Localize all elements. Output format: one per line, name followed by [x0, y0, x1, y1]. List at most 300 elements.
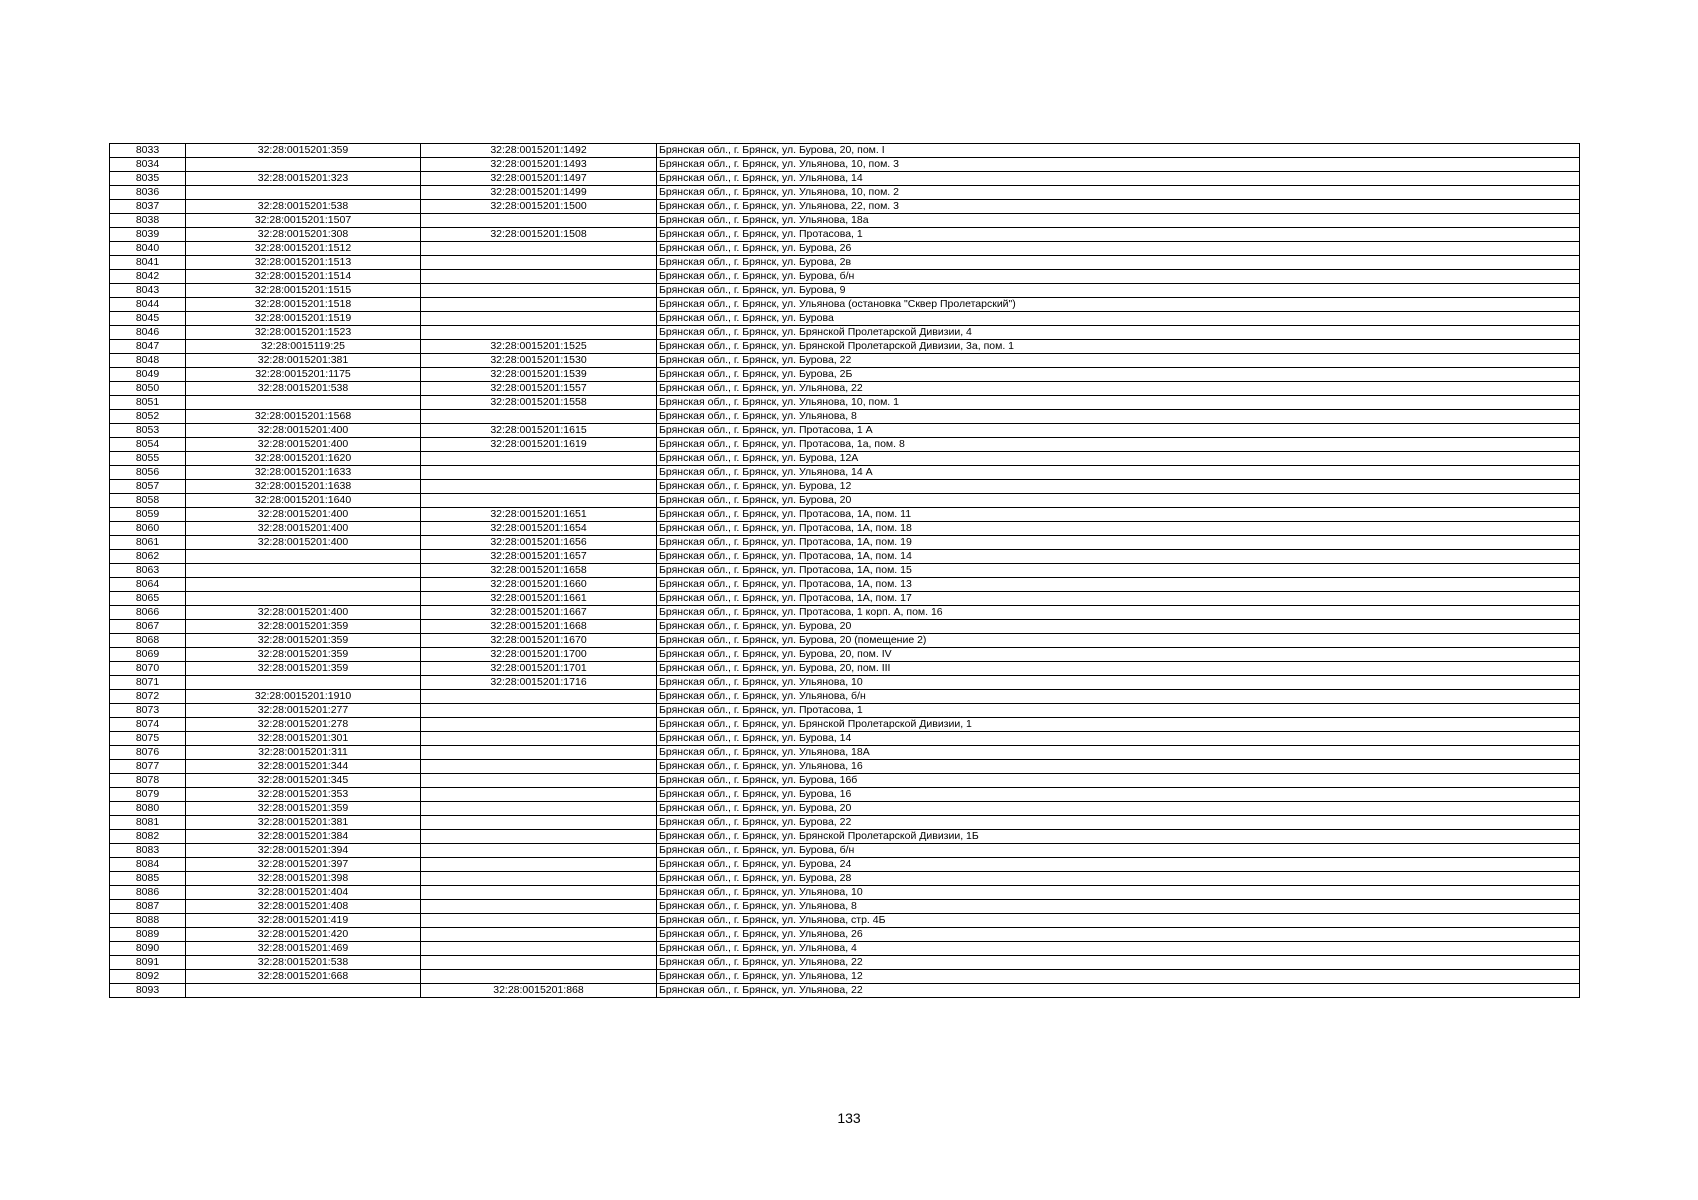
- parcel-number-cell: 32:28:0015201:1640: [186, 494, 421, 508]
- object-number-cell: [421, 298, 657, 312]
- parcel-number-cell: 32:28:0015201:400: [186, 424, 421, 438]
- table-row: [110, 662, 1580, 676]
- object-number-cell: [421, 732, 657, 746]
- table-row: [110, 872, 1580, 886]
- row-number-cell: 8033: [110, 144, 186, 158]
- object-number-cell: [421, 704, 657, 718]
- row-number-cell: 8064: [110, 578, 186, 592]
- object-number-cell: 32:28:0015201:1668: [421, 620, 657, 634]
- table-row: [110, 396, 1580, 410]
- table-row: [110, 984, 1580, 998]
- row-number-cell: 8034: [110, 158, 186, 172]
- parcel-number-cell: 32:28:0015201:345: [186, 774, 421, 788]
- object-number-cell: 32:28:0015201:1508: [421, 228, 657, 242]
- parcel-number-cell: 32:28:0015201:400: [186, 522, 421, 536]
- object-number-cell: [421, 886, 657, 900]
- address-cell: Брянская обл., г. Брянск, ул. Бурова, 9: [657, 284, 1580, 298]
- parcel-number-cell: [186, 564, 421, 578]
- row-number-cell: 8086: [110, 886, 186, 900]
- row-number-cell: 8085: [110, 872, 186, 886]
- table-row: [110, 536, 1580, 550]
- parcel-number-cell: [186, 550, 421, 564]
- row-number-cell: 8047: [110, 340, 186, 354]
- address-cell: Брянская обл., г. Брянск, ул. Бурова, 20, пом. I: [657, 144, 1580, 158]
- row-number-cell: 8038: [110, 214, 186, 228]
- parcel-number-cell: 32:28:0015201:277: [186, 704, 421, 718]
- address-cell: Брянская обл., г. Брянск, ул. Ульянова, 10, пом. 3: [657, 158, 1580, 172]
- address-cell: Брянская обл., г. Брянск, ул. Бурова, 24: [657, 858, 1580, 872]
- table-row: [110, 648, 1580, 662]
- table-row: [110, 732, 1580, 746]
- address-cell: Брянская обл., г. Брянск, ул. Ульянова, 22, пом. 3: [657, 200, 1580, 214]
- table-row: [110, 340, 1580, 354]
- table-row: [110, 676, 1580, 690]
- row-number-cell: 8062: [110, 550, 186, 564]
- table-row: [110, 466, 1580, 480]
- parcel-number-cell: 32:28:0015201:1633: [186, 466, 421, 480]
- parcel-number-cell: 32:28:0015201:301: [186, 732, 421, 746]
- object-number-cell: [421, 270, 657, 284]
- object-number-cell: 32:28:0015201:1492: [421, 144, 657, 158]
- object-number-cell: [421, 844, 657, 858]
- object-number-cell: [421, 914, 657, 928]
- address-cell: Брянская обл., г. Брянск, ул. Протасова, 1А, пом. 18: [657, 522, 1580, 536]
- address-cell: Брянская обл., г. Брянск, ул. Бурова, б/н: [657, 844, 1580, 858]
- row-number-cell: 8053: [110, 424, 186, 438]
- address-cell: Брянская обл., г. Брянск, ул. Брянской Пролетарской Дивизии, 1: [657, 718, 1580, 732]
- address-cell: Брянская обл., г. Брянск, ул. Протасова, 1: [657, 704, 1580, 718]
- object-number-cell: [421, 788, 657, 802]
- table-row: [110, 718, 1580, 732]
- table-row: [110, 312, 1580, 326]
- parcel-number-cell: 32:28:0015119:25: [186, 340, 421, 354]
- object-number-cell: [421, 802, 657, 816]
- object-number-cell: [421, 494, 657, 508]
- table-row: [110, 186, 1580, 200]
- address-cell: Брянская обл., г. Брянск, ул. Бурова, 20 (помещение 2): [657, 634, 1580, 648]
- table-row: [110, 690, 1580, 704]
- row-number-cell: 8066: [110, 606, 186, 620]
- table-row: [110, 886, 1580, 900]
- parcel-number-cell: [186, 158, 421, 172]
- table-row: [110, 900, 1580, 914]
- parcel-number-cell: 32:28:0015201:381: [186, 816, 421, 830]
- table-row: [110, 942, 1580, 956]
- address-cell: Брянская обл., г. Брянск, ул. Ульянова, 16: [657, 760, 1580, 774]
- table-row: [110, 144, 1580, 158]
- table-row: [110, 158, 1580, 172]
- object-number-cell: [421, 284, 657, 298]
- object-number-cell: 32:28:0015201:1493: [421, 158, 657, 172]
- object-number-cell: [421, 872, 657, 886]
- row-number-cell: 8091: [110, 956, 186, 970]
- parcel-number-cell: 32:28:0015201:278: [186, 718, 421, 732]
- parcel-number-cell: 32:28:0015201:668: [186, 970, 421, 984]
- row-number-cell: 8068: [110, 634, 186, 648]
- row-number-cell: 8079: [110, 788, 186, 802]
- address-cell: Брянская обл., г. Брянск, ул. Ульянова (остановка "Сквер Пролетарский"): [657, 298, 1580, 312]
- row-number-cell: 8054: [110, 438, 186, 452]
- table-row: [110, 620, 1580, 634]
- row-number-cell: 8035: [110, 172, 186, 186]
- object-number-cell: [421, 480, 657, 494]
- object-number-cell: [421, 410, 657, 424]
- table-row: [110, 326, 1580, 340]
- object-number-cell: 32:28:0015201:1530: [421, 354, 657, 368]
- object-number-cell: 32:28:0015201:1716: [421, 676, 657, 690]
- object-number-cell: [421, 690, 657, 704]
- row-number-cell: 8067: [110, 620, 186, 634]
- parcel-number-cell: 32:28:0015201:323: [186, 172, 421, 186]
- row-number-cell: 8093: [110, 984, 186, 998]
- address-cell: Брянская обл., г. Брянск, ул. Протасова, 1А, пом. 15: [657, 564, 1580, 578]
- object-number-cell: [421, 900, 657, 914]
- parcel-number-cell: 32:28:0015201:359: [186, 648, 421, 662]
- object-number-cell: 32:28:0015201:1497: [421, 172, 657, 186]
- address-cell: Брянская обл., г. Брянск, ул. Протасова, 1А, пом. 17: [657, 592, 1580, 606]
- parcel-number-cell: 32:28:0015201:469: [186, 942, 421, 956]
- table-row: [110, 970, 1580, 984]
- address-cell: Брянская обл., г. Брянск, ул. Ульянова, 4: [657, 942, 1580, 956]
- table-row: [110, 424, 1580, 438]
- table-row: [110, 704, 1580, 718]
- parcel-number-cell: [186, 396, 421, 410]
- table-row: [110, 508, 1580, 522]
- address-cell: Брянская обл., г. Брянск, ул. Ульянова, 18а: [657, 214, 1580, 228]
- parcel-number-cell: 32:28:0015201:381: [186, 354, 421, 368]
- object-number-cell: 32:28:0015201:1700: [421, 648, 657, 662]
- object-number-cell: 32:28:0015201:1557: [421, 382, 657, 396]
- parcel-number-cell: 32:28:0015201:1513: [186, 256, 421, 270]
- address-cell: Брянская обл., г. Брянск, ул. Ульянова, 14 А: [657, 466, 1580, 480]
- address-cell: Брянская обл., г. Брянск, ул. Бурова, 22: [657, 354, 1580, 368]
- address-cell: Брянская обл., г. Брянск, ул. Протасова, 1 А: [657, 424, 1580, 438]
- object-number-cell: 32:28:0015201:1558: [421, 396, 657, 410]
- object-number-cell: 32:28:0015201:1657: [421, 550, 657, 564]
- parcel-number-cell: 32:28:0015201:344: [186, 760, 421, 774]
- table-row: [110, 368, 1580, 382]
- row-number-cell: 8071: [110, 676, 186, 690]
- object-number-cell: [421, 928, 657, 942]
- table-row: [110, 522, 1580, 536]
- table-row: [110, 816, 1580, 830]
- object-number-cell: [421, 466, 657, 480]
- parcel-number-cell: 32:28:0015201:1568: [186, 410, 421, 424]
- parcel-number-cell: 32:28:0015201:538: [186, 382, 421, 396]
- parcel-number-cell: 32:28:0015201:538: [186, 956, 421, 970]
- row-number-cell: 8045: [110, 312, 186, 326]
- object-number-cell: [421, 956, 657, 970]
- parcel-number-cell: 32:28:0015201:353: [186, 788, 421, 802]
- row-number-cell: 8074: [110, 718, 186, 732]
- address-cell: Брянская обл., г. Брянск, ул. Бурова, 2Б: [657, 368, 1580, 382]
- parcel-number-cell: 32:28:0015201:400: [186, 536, 421, 550]
- row-number-cell: 8050: [110, 382, 186, 396]
- page-number: 133: [837, 1110, 861, 1126]
- object-number-cell: [421, 774, 657, 788]
- row-number-cell: 8037: [110, 200, 186, 214]
- address-cell: Брянская обл., г. Брянск, ул. Бурова, 28: [657, 872, 1580, 886]
- address-cell: Брянская обл., г. Брянск, ул. Протасова, 1 корп. А, пом. 16: [657, 606, 1580, 620]
- row-number-cell: 8049: [110, 368, 186, 382]
- table-row: [110, 172, 1580, 186]
- row-number-cell: 8090: [110, 942, 186, 956]
- object-number-cell: [421, 214, 657, 228]
- parcel-number-cell: 32:28:0015201:538: [186, 200, 421, 214]
- row-number-cell: 8087: [110, 900, 186, 914]
- table-row: [110, 214, 1580, 228]
- table-row: [110, 928, 1580, 942]
- address-cell: Брянская обл., г. Брянск, ул. Брянской Пролетарской Дивизии, 1Б: [657, 830, 1580, 844]
- table-row: [110, 354, 1580, 368]
- parcel-number-cell: 32:28:0015201:400: [186, 606, 421, 620]
- address-cell: Брянская обл., г. Брянск, ул. Протасова, 1а, пом. 8: [657, 438, 1580, 452]
- parcel-number-cell: [186, 676, 421, 690]
- table-row: [110, 844, 1580, 858]
- object-number-cell: [421, 718, 657, 732]
- table-row: [110, 410, 1580, 424]
- address-cell: Брянская обл., г. Брянск, ул. Ульянова, 26: [657, 928, 1580, 942]
- object-number-cell: 32:28:0015201:1654: [421, 522, 657, 536]
- row-number-cell: 8063: [110, 564, 186, 578]
- object-number-cell: 32:28:0015201:1615: [421, 424, 657, 438]
- address-cell: Брянская обл., г. Брянск, ул. Ульянова, б/н: [657, 690, 1580, 704]
- parcel-number-cell: [186, 186, 421, 200]
- object-number-cell: 32:28:0015201:1661: [421, 592, 657, 606]
- table-row: [110, 956, 1580, 970]
- table-body: [110, 144, 1580, 998]
- address-cell: Брянская обл., г. Брянск, ул. Протасова, 1А, пом. 11: [657, 508, 1580, 522]
- address-cell: Брянская обл., г. Брянск, ул. Бурова, 2в: [657, 256, 1580, 270]
- row-number-cell: 8065: [110, 592, 186, 606]
- table-row: [110, 284, 1580, 298]
- row-number-cell: 8092: [110, 970, 186, 984]
- object-number-cell: [421, 312, 657, 326]
- row-number-cell: 8081: [110, 816, 186, 830]
- table-row: [110, 830, 1580, 844]
- object-number-cell: 32:28:0015201:868: [421, 984, 657, 998]
- address-cell: Брянская обл., г. Брянск, ул. Бурова, 20, пом. III: [657, 662, 1580, 676]
- address-cell: Брянская обл., г. Брянск, ул. Ульянова, 10, пом. 1: [657, 396, 1580, 410]
- parcel-number-cell: [186, 984, 421, 998]
- parcel-number-cell: 32:28:0015201:1519: [186, 312, 421, 326]
- row-number-cell: 8036: [110, 186, 186, 200]
- object-number-cell: [421, 746, 657, 760]
- address-cell: Брянская обл., г. Брянск, ул. Бурова, 22: [657, 816, 1580, 830]
- row-number-cell: 8061: [110, 536, 186, 550]
- row-number-cell: 8040: [110, 242, 186, 256]
- object-number-cell: 32:28:0015201:1701: [421, 662, 657, 676]
- parcel-number-cell: 32:28:0015201:420: [186, 928, 421, 942]
- table-row: [110, 382, 1580, 396]
- row-number-cell: 8057: [110, 480, 186, 494]
- parcel-number-cell: 32:28:0015201:311: [186, 746, 421, 760]
- row-number-cell: 8052: [110, 410, 186, 424]
- row-number-cell: 8056: [110, 466, 186, 480]
- row-number-cell: 8041: [110, 256, 186, 270]
- parcel-number-cell: 32:28:0015201:1515: [186, 284, 421, 298]
- address-cell: Брянская обл., г. Брянск, ул. Ульянова, 22: [657, 984, 1580, 998]
- row-number-cell: 8080: [110, 802, 186, 816]
- address-cell: Брянская обл., г. Брянск, ул. Бурова: [657, 312, 1580, 326]
- parcel-number-cell: 32:28:0015201:419: [186, 914, 421, 928]
- address-cell: Брянская обл., г. Брянск, ул. Ульянова, 12: [657, 970, 1580, 984]
- address-cell: Брянская обл., г. Брянск, ул. Ульянова, 18А: [657, 746, 1580, 760]
- row-number-cell: 8076: [110, 746, 186, 760]
- parcel-number-cell: 32:28:0015201:1638: [186, 480, 421, 494]
- row-number-cell: 8048: [110, 354, 186, 368]
- table-row: [110, 788, 1580, 802]
- table-row: [110, 242, 1580, 256]
- table-row: [110, 914, 1580, 928]
- object-number-cell: [421, 816, 657, 830]
- parcel-number-cell: 32:28:0015201:384: [186, 830, 421, 844]
- address-cell: Брянская обл., г. Брянск, ул. Бурова, 20: [657, 494, 1580, 508]
- table-row: [110, 592, 1580, 606]
- address-cell: Брянская обл., г. Брянск, ул. Бурова, 16: [657, 788, 1580, 802]
- address-cell: Брянская обл., г. Брянск, ул. Протасова, 1А, пом. 13: [657, 578, 1580, 592]
- address-cell: Брянская обл., г. Брянск, ул. Бурова, 26: [657, 242, 1580, 256]
- object-number-cell: [421, 452, 657, 466]
- parcel-number-cell: 32:28:0015201:1507: [186, 214, 421, 228]
- table-row: [110, 606, 1580, 620]
- parcel-number-cell: 32:28:0015201:359: [186, 634, 421, 648]
- address-cell: Брянская обл., г. Брянск, ул. Ульянова, стр. 4Б: [657, 914, 1580, 928]
- object-number-cell: [421, 942, 657, 956]
- row-number-cell: 8089: [110, 928, 186, 942]
- row-number-cell: 8083: [110, 844, 186, 858]
- row-number-cell: 8043: [110, 284, 186, 298]
- object-number-cell: 32:28:0015201:1539: [421, 368, 657, 382]
- row-number-cell: 8039: [110, 228, 186, 242]
- object-number-cell: 32:28:0015201:1670: [421, 634, 657, 648]
- object-number-cell: 32:28:0015201:1619: [421, 438, 657, 452]
- table-row: [110, 746, 1580, 760]
- table-row: [110, 298, 1580, 312]
- row-number-cell: 8055: [110, 452, 186, 466]
- parcel-number-cell: 32:28:0015201:398: [186, 872, 421, 886]
- parcel-number-cell: [186, 592, 421, 606]
- row-number-cell: 8069: [110, 648, 186, 662]
- row-number-cell: 8073: [110, 704, 186, 718]
- address-cell: Брянская обл., г. Брянск, ул. Ульянова, 10, пом. 2: [657, 186, 1580, 200]
- address-cell: Брянская обл., г. Брянск, ул. Ульянова, 14: [657, 172, 1580, 186]
- address-cell: Брянская обл., г. Брянск, ул. Бурова, 12: [657, 480, 1580, 494]
- address-cell: Брянская обл., г. Брянск, ул. Ульянова, 10: [657, 886, 1580, 900]
- address-cell: Брянская обл., г. Брянск, ул. Брянской Пролетарской Дивизии, 4: [657, 326, 1580, 340]
- parcel-number-cell: 32:28:0015201:359: [186, 620, 421, 634]
- parcel-number-cell: 32:28:0015201:394: [186, 844, 421, 858]
- object-number-cell: [421, 858, 657, 872]
- address-cell: Брянская обл., г. Брянск, ул. Бурова, б/н: [657, 270, 1580, 284]
- row-number-cell: 8075: [110, 732, 186, 746]
- parcel-number-cell: [186, 578, 421, 592]
- table-row: [110, 634, 1580, 648]
- address-cell: Брянская обл., г. Брянск, ул. Ульянова, 22: [657, 956, 1580, 970]
- row-number-cell: 8084: [110, 858, 186, 872]
- parcel-number-cell: 32:28:0015201:1523: [186, 326, 421, 340]
- row-number-cell: 8046: [110, 326, 186, 340]
- parcel-number-cell: 32:28:0015201:400: [186, 508, 421, 522]
- table-row: [110, 494, 1580, 508]
- row-number-cell: 8060: [110, 522, 186, 536]
- address-cell: Брянская обл., г. Брянск, ул. Ульянова, 22: [657, 382, 1580, 396]
- table-row: [110, 270, 1580, 284]
- address-cell: Брянская обл., г. Брянск, ул. Брянской Пролетарской Дивизии, 3а, пом. 1: [657, 340, 1580, 354]
- parcel-number-cell: 32:28:0015201:359: [186, 802, 421, 816]
- row-number-cell: 8059: [110, 508, 186, 522]
- row-number-cell: 8072: [110, 690, 186, 704]
- table-row: [110, 438, 1580, 452]
- object-number-cell: [421, 242, 657, 256]
- row-number-cell: 8082: [110, 830, 186, 844]
- parcel-number-cell: 32:28:0015201:408: [186, 900, 421, 914]
- address-cell: Брянская обл., г. Брянск, ул. Бурова, 20: [657, 802, 1580, 816]
- table-row: [110, 256, 1580, 270]
- table-row: [110, 452, 1580, 466]
- object-number-cell: [421, 326, 657, 340]
- parcel-number-cell: 32:28:0015201:1518: [186, 298, 421, 312]
- table-row: [110, 858, 1580, 872]
- table-row: [110, 760, 1580, 774]
- parcel-number-cell: 32:28:0015201:400: [186, 438, 421, 452]
- table-row: [110, 578, 1580, 592]
- table-row: [110, 564, 1580, 578]
- parcel-number-cell: 32:28:0015201:1512: [186, 242, 421, 256]
- parcel-number-cell: 32:28:0015201:308: [186, 228, 421, 242]
- address-cell: Брянская обл., г. Брянск, ул. Бурова, 20, пом. IV: [657, 648, 1580, 662]
- object-number-cell: 32:28:0015201:1499: [421, 186, 657, 200]
- object-number-cell: 32:28:0015201:1658: [421, 564, 657, 578]
- table-row: [110, 480, 1580, 494]
- object-number-cell: 32:28:0015201:1651: [421, 508, 657, 522]
- row-number-cell: 8078: [110, 774, 186, 788]
- parcel-number-cell: 32:28:0015201:404: [186, 886, 421, 900]
- parcel-number-cell: 32:28:0015201:1910: [186, 690, 421, 704]
- object-number-cell: 32:28:0015201:1500: [421, 200, 657, 214]
- address-cell: Брянская обл., г. Брянск, ул. Протасова, 1А, пом. 19: [657, 536, 1580, 550]
- parcel-number-cell: 32:28:0015201:1620: [186, 452, 421, 466]
- data-table: [109, 143, 1580, 998]
- object-number-cell: 32:28:0015201:1656: [421, 536, 657, 550]
- table-row: [110, 774, 1580, 788]
- row-number-cell: 8088: [110, 914, 186, 928]
- object-number-cell: [421, 256, 657, 270]
- address-cell: Брянская обл., г. Брянск, ул. Протасова, 1А, пом. 14: [657, 550, 1580, 564]
- parcel-number-cell: 32:28:0015201:1514: [186, 270, 421, 284]
- row-number-cell: 8058: [110, 494, 186, 508]
- table-row: [110, 802, 1580, 816]
- parcel-number-cell: 32:28:0015201:1175: [186, 368, 421, 382]
- row-number-cell: 8051: [110, 396, 186, 410]
- object-number-cell: [421, 970, 657, 984]
- table-row: [110, 228, 1580, 242]
- address-cell: Брянская обл., г. Брянск, ул. Бурова, 14: [657, 732, 1580, 746]
- parcel-number-cell: 32:28:0015201:359: [186, 144, 421, 158]
- row-number-cell: 8044: [110, 298, 186, 312]
- address-cell: Брянская обл., г. Брянск, ул. Бурова, 20: [657, 620, 1580, 634]
- address-cell: Брянская обл., г. Брянск, ул. Ульянова, 10: [657, 676, 1580, 690]
- parcel-number-cell: 32:28:0015201:397: [186, 858, 421, 872]
- row-number-cell: 8042: [110, 270, 186, 284]
- row-number-cell: 8077: [110, 760, 186, 774]
- address-cell: Брянская обл., г. Брянск, ул. Бурова, 12А: [657, 452, 1580, 466]
- address-cell: Брянская обл., г. Брянск, ул. Бурова, 16б: [657, 774, 1580, 788]
- parcel-number-cell: 32:28:0015201:359: [186, 662, 421, 676]
- row-number-cell: 8070: [110, 662, 186, 676]
- object-number-cell: 32:28:0015201:1525: [421, 340, 657, 354]
- object-number-cell: 32:28:0015201:1667: [421, 606, 657, 620]
